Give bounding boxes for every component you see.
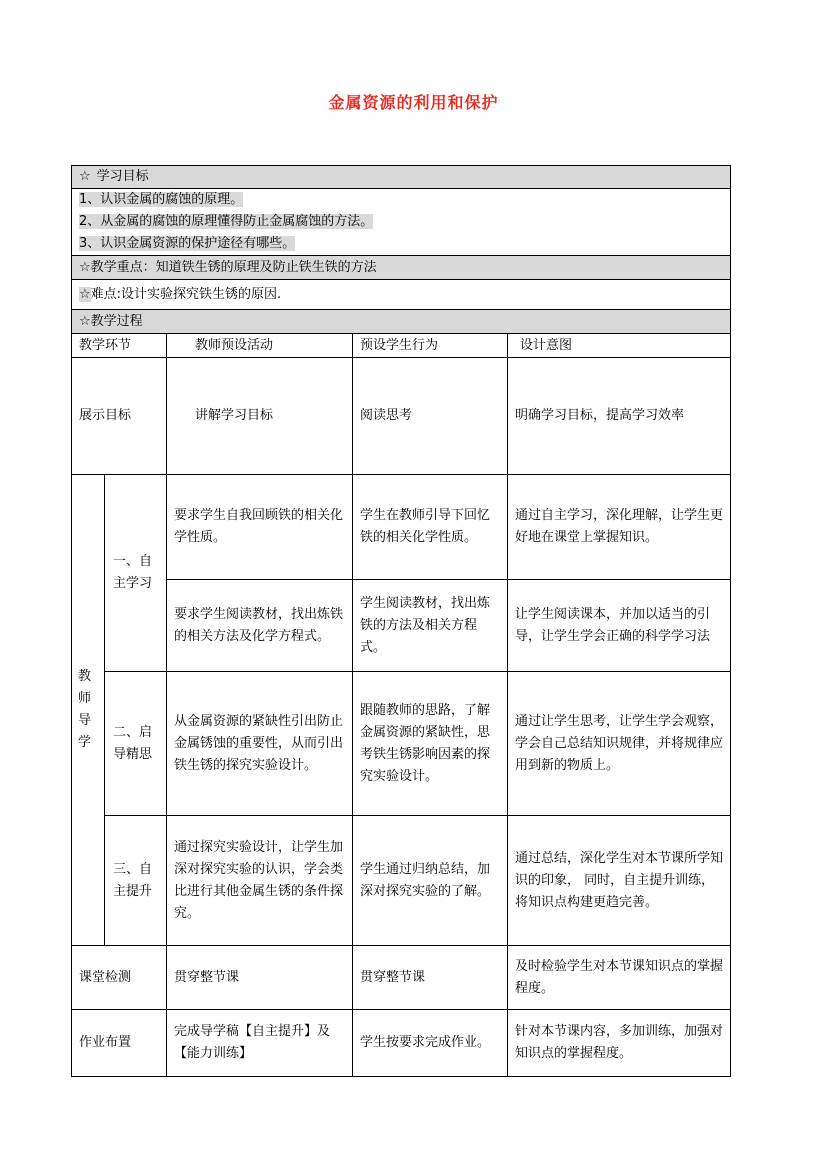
- objective-item: 2、从金属的腐蚀的原理懂得防止金属腐蚀的方法。: [79, 214, 374, 229]
- column-header: 预设学生行为: [353, 334, 508, 358]
- key-point-row: [72, 256, 731, 280]
- page-title: 金属资源的利用和保护: [328, 93, 499, 112]
- star-icon: ☆: [79, 286, 91, 302]
- table-row: 要求学生阅读教材，找出炼铁的相关方法及化学方程式。 学生阅读教材，找出炼铁的方法及相关方程式。 让学生阅读课本，并加以适当的引导，让学生学会正确的科学学习法: [72, 580, 731, 672]
- column-header-row: [72, 334, 731, 358]
- column-header: 设计意图: [508, 334, 731, 358]
- column-header: 教学环节: [72, 334, 167, 358]
- self-improve-label: 三、自主提升: [105, 816, 167, 946]
- process-header-row: [72, 310, 731, 334]
- column-header: 教师预设活动: [167, 334, 353, 358]
- objective-item: 1、认识金属的腐蚀的原理。: [79, 192, 244, 207]
- objectives-header: [72, 166, 731, 189]
- table-row: 展示目标 讲解学习目标 阅读思考 明确学习目标，提高学习效率: [72, 358, 731, 475]
- table-row: 课堂检测 贯穿整节课 贯穿整节课 及时检验学生对本节课知识点的掌握程度。: [72, 946, 731, 1010]
- guide-label: 教师导学: [72, 475, 105, 946]
- lesson-plan-table: [71, 165, 731, 1077]
- table-row: 二、启导精思 从金属资源的紧缺性引出防止金属锈蚀的重要性，从而引出铁生锈的探究实验设计。 跟随教师的思路，了解金属资源的紧缺性，思考铁生锈影响因素的探究实验设计。 通过让学生思考，让学生学会观察，学会自己总结知识规律，并将规律应用到新的物质上。: [72, 672, 731, 816]
- key-point: ☆教学重点：知道铁生锈的原理及防止铁生铁的方法: [72, 256, 731, 280]
- process-header: ☆教学过程: [72, 310, 731, 334]
- objectives-heading: 学习目标: [96, 169, 149, 184]
- objectives-list: [72, 189, 731, 256]
- difficulty: ☆难点:设计实验探究铁生锈的原因.: [72, 280, 731, 310]
- difficulty-row: [72, 280, 731, 310]
- table-row: 教师导学 一、自主学习 要求学生自我回顾铁的相关化学性质。 学生在教师引导下回忆铁的相关化学性质。 通过自主学习，深化理解，让学生更好地在课堂上掌握知识。: [72, 475, 731, 580]
- star-icon: ☆: [79, 259, 91, 275]
- guide-explore-label: 二、启导精思: [105, 672, 167, 816]
- star-icon: ☆: [79, 169, 91, 184]
- self-study-label: 一、自主学习: [105, 475, 167, 672]
- objectives-row: [72, 189, 731, 256]
- star-icon: ☆: [79, 313, 91, 329]
- table-row: 三、自主提升 通过探究实验设计，让学生加深对探究实验的认识，学会类比进行其他金属生锈的条件探究。 学生通过归纳总结，加深对探究实验的了解。 通过总结，深化学生对本节课所学知识的印象， 同时，自主提升训练，将知识点构建更趋完善。: [72, 816, 731, 946]
- objectives-header-row: [72, 166, 731, 189]
- table-row: 作业布置 完成导学稿【自主提升】及【能力训练】 学生按要求完成作业。 针对本节课内容，多加训练，加强对知识点的掌握程度。: [72, 1010, 731, 1077]
- objective-item: 3、认识金属资源的保护途径有哪些。: [79, 236, 296, 251]
